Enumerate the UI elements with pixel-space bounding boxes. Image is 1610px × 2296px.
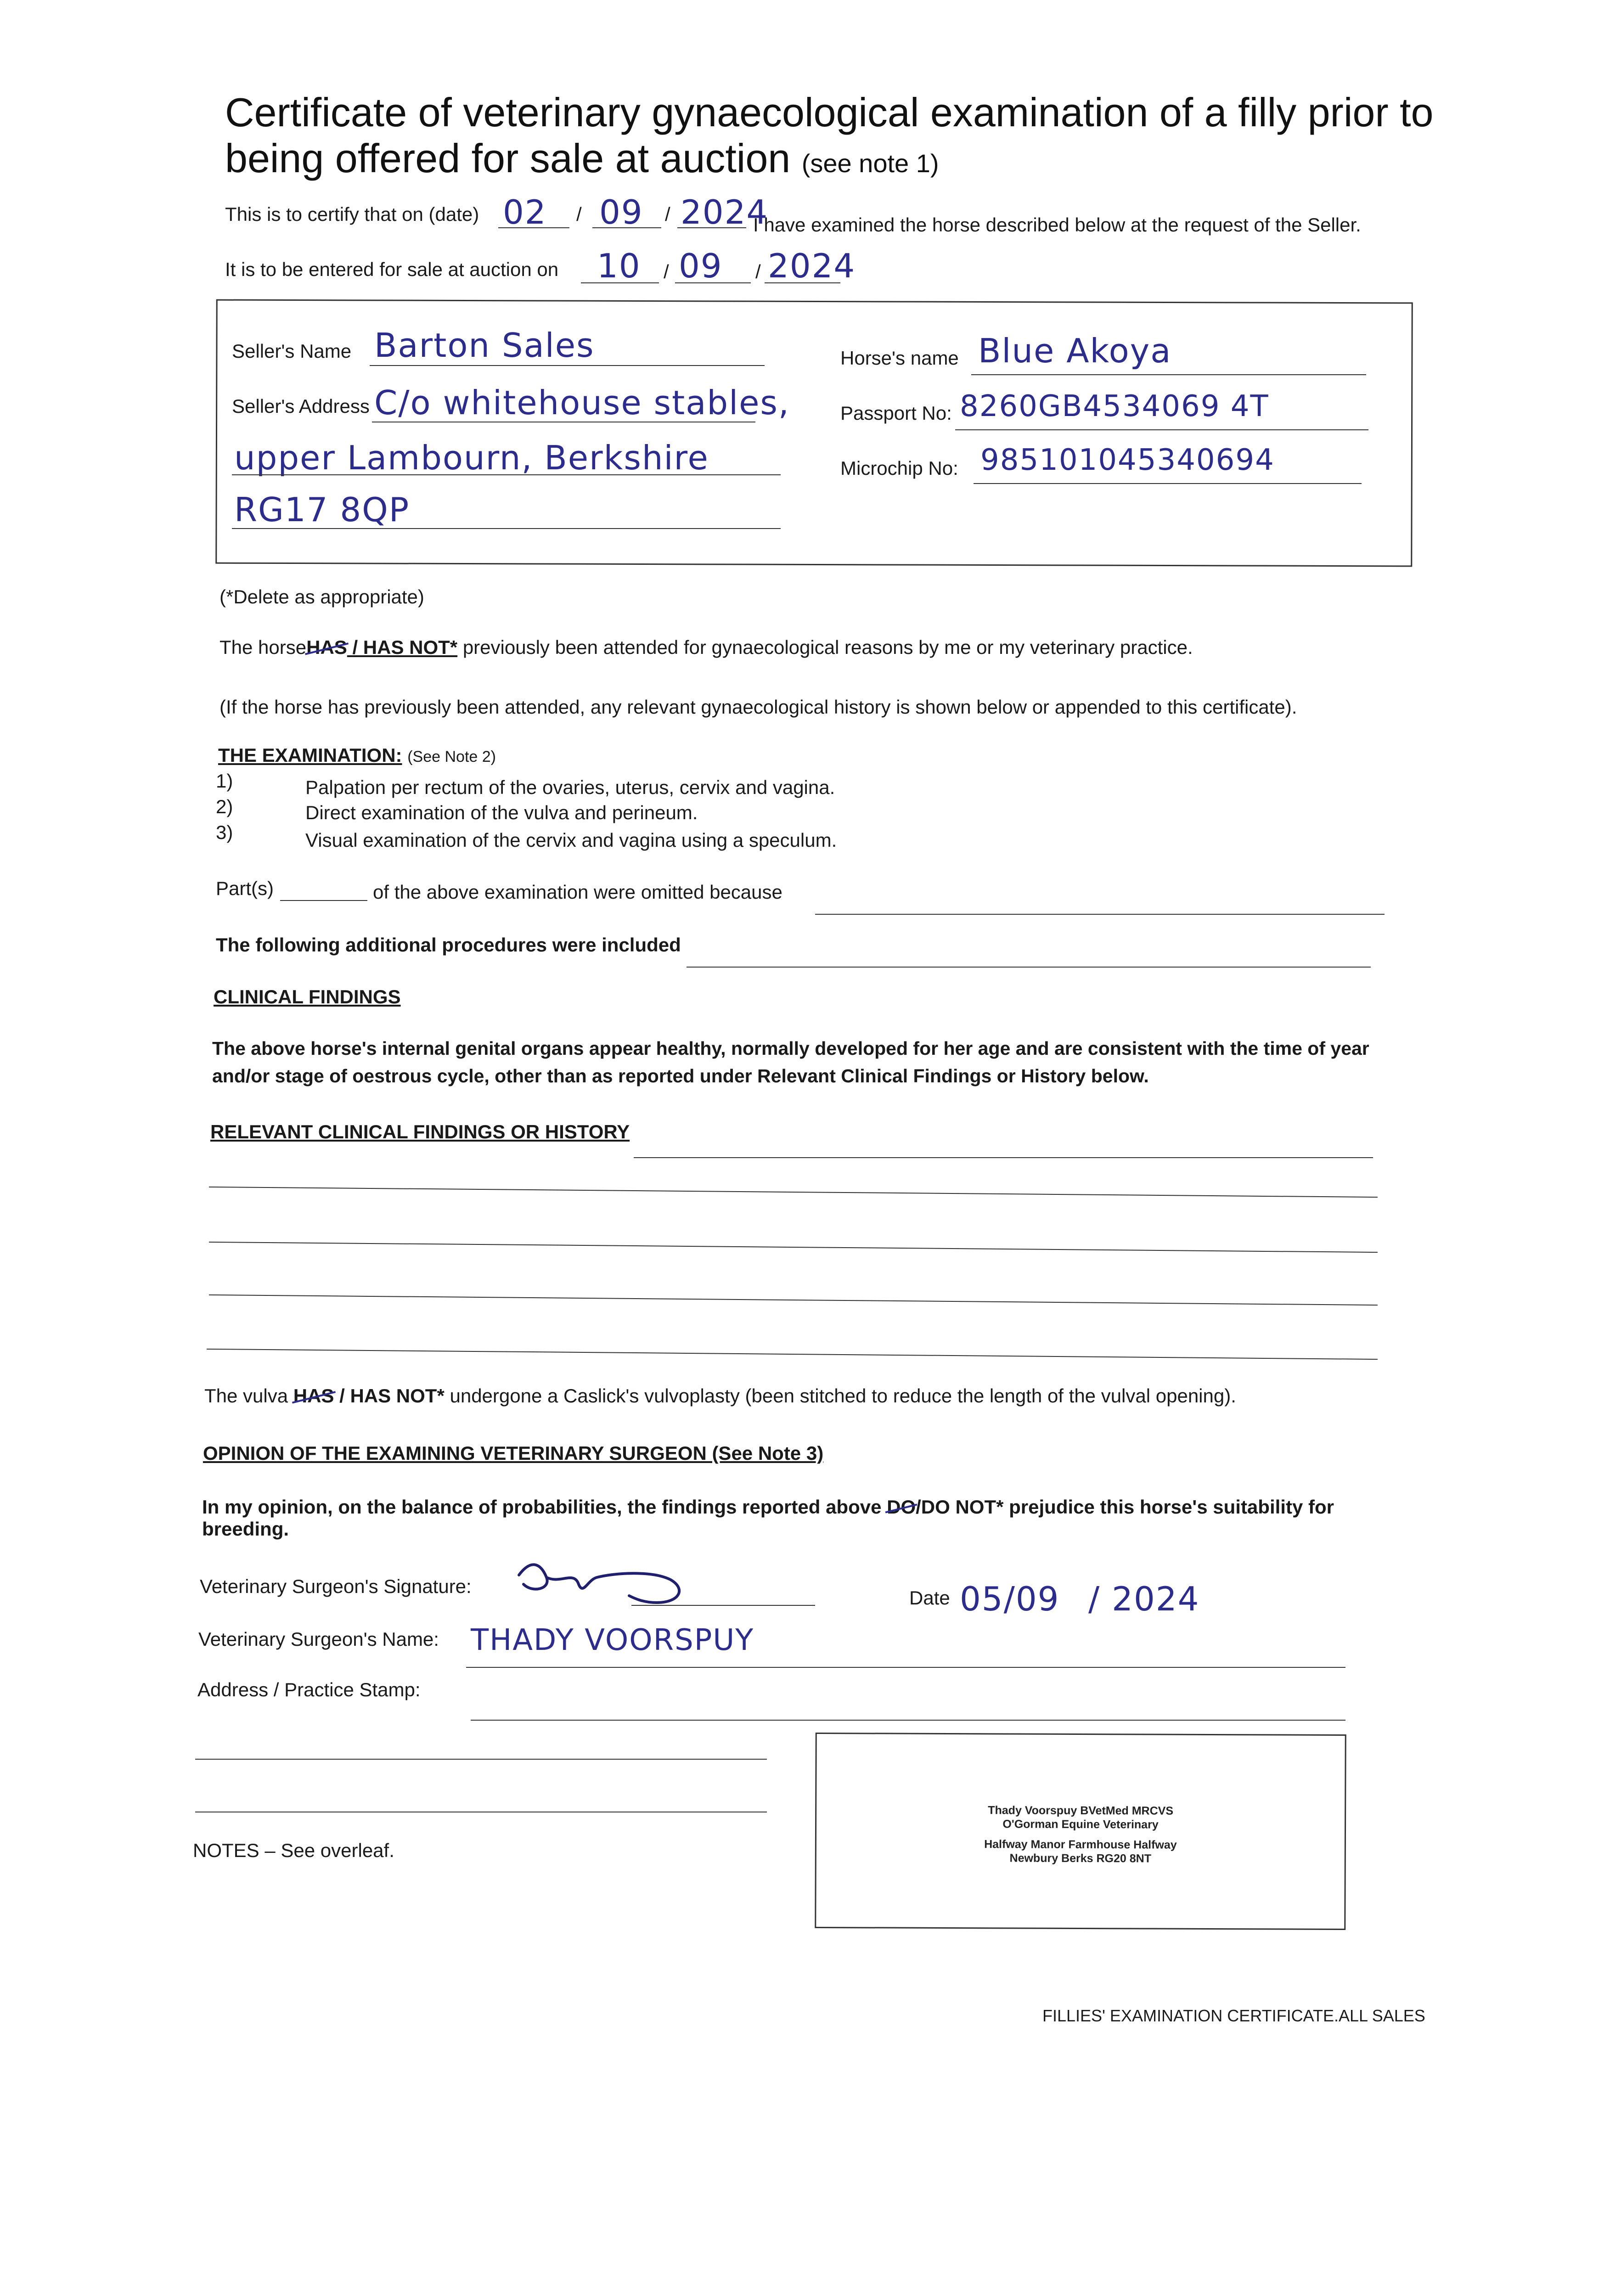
- notes: NOTES – See overleaf.: [193, 1840, 394, 1861]
- delete-note: (*Delete as appropriate): [220, 586, 424, 608]
- additional-line: [687, 967, 1371, 968]
- relevant-line-0: [634, 1157, 1373, 1158]
- additional-procedures: The following additional procedures were included: [216, 934, 681, 956]
- title-note: (see note 1): [801, 149, 939, 178]
- horse-name-line: [971, 374, 1366, 375]
- clinical-para-line2: and/or stage of oestrous cycle, other than as reported under Relevant Clinical Findings or History below.: [212, 1065, 1149, 1086]
- attended-sentence: [220, 636, 1193, 659]
- examination-heading: [218, 744, 496, 768]
- seller-address-label: Seller's Address: [232, 395, 370, 417]
- exam-day-line: [498, 227, 569, 228]
- seller-address-line2-rule: [232, 474, 781, 475]
- signature-line: [631, 1605, 815, 1606]
- opinion-do-struck: DO: [887, 1496, 916, 1518]
- examination-note: (See Note 2): [407, 748, 496, 765]
- address-line-2: [195, 1759, 767, 1760]
- auction-year-line: [765, 282, 840, 283]
- slash: /: [576, 203, 582, 225]
- vet-name-label: Veterinary Surgeon's Name:: [198, 1628, 439, 1650]
- attended-has-struck: HAS: [306, 636, 347, 658]
- relevant-line-3: [209, 1294, 1378, 1306]
- vet-name-line: [466, 1667, 1345, 1668]
- seller-name-value: Barton Sales: [374, 326, 595, 365]
- opinion-line1: [202, 1496, 1334, 1519]
- horse-name-label: Horse's name: [840, 347, 959, 369]
- seller-name-line: [370, 365, 765, 366]
- opinion-prefix: In my opinion, on the balance of probabilities, the findings reported above: [202, 1496, 882, 1518]
- microchip-label: Microchip No:: [840, 457, 958, 479]
- microchip-value: 985101045340694: [980, 443, 1275, 477]
- slash: /: [665, 203, 670, 225]
- attended-has-not: / HAS NOT*: [352, 636, 458, 658]
- exam-month-line: [592, 227, 661, 228]
- vulva-suffix: undergone a Caslick's vulvoplasty (been stitched to reduce the length of the vulval opening).: [450, 1385, 1236, 1407]
- stamp-line4: Newbury Berks RG20 8NT: [1009, 1851, 1152, 1865]
- omitted-parts-line: [280, 900, 367, 901]
- microchip-line: [974, 483, 1362, 484]
- slash: /: [755, 261, 761, 282]
- stamp-line3: Halfway Manor Farmhouse Halfway: [984, 1838, 1177, 1851]
- exam-item-1-num: 1): [216, 770, 233, 792]
- relevant-line-4: [207, 1349, 1378, 1360]
- vet-signature: [505, 1552, 698, 1607]
- opinion-heading: OPINION OF THE EXAMINING VETERINARY SURGEON (See Note 3): [203, 1442, 824, 1464]
- passport-line: [955, 429, 1368, 430]
- seller-name-label: Seller's Name: [232, 340, 352, 362]
- opinion-line2: breeding.: [202, 1518, 289, 1540]
- relevant-line-1: [209, 1187, 1378, 1198]
- page-title: [225, 90, 1434, 135]
- passport-value: 8260GB4534069 4T: [960, 389, 1269, 423]
- vulva-has-not: / HAS NOT*: [339, 1385, 445, 1407]
- title-line2: being offered for sale at auction: [225, 135, 791, 181]
- address-stamp-label: Address / Practice Stamp:: [197, 1679, 421, 1700]
- opinion-rest: /DO NOT* prejudice this horse's suitability for: [916, 1496, 1334, 1518]
- relevant-heading: RELEVANT CLINICAL FINDINGS OR HISTORY: [210, 1121, 630, 1142]
- exam-item-2-num: 2): [216, 796, 233, 817]
- omitted-prefix: Part(s): [216, 878, 274, 899]
- exam-month: 09: [599, 193, 643, 231]
- signature-label: Veterinary Surgeon's Signature:: [200, 1576, 472, 1597]
- sign-date-value: 05/09: [960, 1580, 1060, 1618]
- exam-day: 02: [503, 193, 547, 231]
- vet-name-value: THADY VOORSPUY: [471, 1623, 754, 1657]
- omitted-middle: of the above examination were omitted because: [373, 881, 782, 903]
- horse-name-value: Blue Akoya: [978, 332, 1172, 370]
- exam-item-3-text: Visual examination of the cervix and vagina using a speculum.: [305, 829, 837, 851]
- auction-day-line: [581, 282, 659, 283]
- certify-suffix: I have examined the horse described below at the request of the Seller.: [753, 214, 1361, 236]
- vulva-has-struck: HAS: [293, 1385, 334, 1407]
- title-line1: Certificate of veterinary gynaecological examination of a filly prior to: [225, 90, 1434, 135]
- examination-heading-text: THE EXAMINATION:: [218, 744, 402, 766]
- exam-item-3-num: 3): [216, 822, 233, 843]
- footer: FILLIES' EXAMINATION CERTIFICATE.ALL SALES: [1042, 2006, 1425, 2025]
- auction-month: 09: [679, 247, 723, 285]
- clinical-para-line1: The above horse's internal genital organs appear healthy, normally developed for her age and are consistent with the time of year: [212, 1038, 1369, 1059]
- passport-label: Passport No:: [840, 402, 952, 424]
- date-label: Date: [909, 1587, 950, 1609]
- auction-prefix: It is to be entered for sale at auction on: [225, 259, 559, 280]
- practice-stamp-box: [815, 1733, 1346, 1930]
- exam-year: 2024: [681, 193, 769, 231]
- stamp-line1: Thady Voorspuy BVetMed MRCVS: [988, 1804, 1174, 1818]
- stamp-text: [816, 1803, 1345, 1866]
- slash: /: [664, 261, 669, 282]
- attended-prefix: The horse: [220, 636, 307, 658]
- vulva-prefix: The vulva: [204, 1385, 288, 1407]
- page-title-2: [225, 135, 939, 186]
- certify-prefix: This is to certify that on (date): [225, 203, 479, 225]
- exam-item-1-text: Palpation per rectum of the ovaries, uterus, cervix and vagina.: [305, 777, 835, 798]
- sign-date-year: / 2024: [1088, 1580, 1200, 1618]
- omitted-reason-line: [815, 914, 1385, 915]
- seller-address-line1: C/o whitehouse stables,: [374, 383, 790, 422]
- auction-year: 2024: [768, 247, 856, 285]
- stamp-line2: O'Gorman Equine Veterinary: [1002, 1818, 1159, 1831]
- address-line-1: [471, 1720, 1345, 1721]
- exam-item-2-text: Direct examination of the vulva and perineum.: [305, 802, 698, 823]
- auction-month-line: [675, 282, 751, 283]
- history-note: (If the horse has previously been attended, any relevant gynaecological history is shown below or appended to this certificate).: [220, 696, 1297, 718]
- seller-address-line3: RG17 8QP: [234, 490, 410, 529]
- seller-address-line2: upper Lambourn, Berkshire: [234, 439, 709, 477]
- clinical-heading: CLINICAL FINDINGS: [214, 986, 401, 1007]
- attended-suffix: previously been attended for gynaecological reasons by me or my veterinary practice.: [462, 636, 1193, 658]
- relevant-line-2: [209, 1242, 1378, 1253]
- vulva-sentence: [204, 1384, 1236, 1407]
- exam-year-line: [677, 227, 746, 228]
- auction-day: 10: [597, 247, 641, 285]
- seller-address-line3-rule: [232, 528, 781, 529]
